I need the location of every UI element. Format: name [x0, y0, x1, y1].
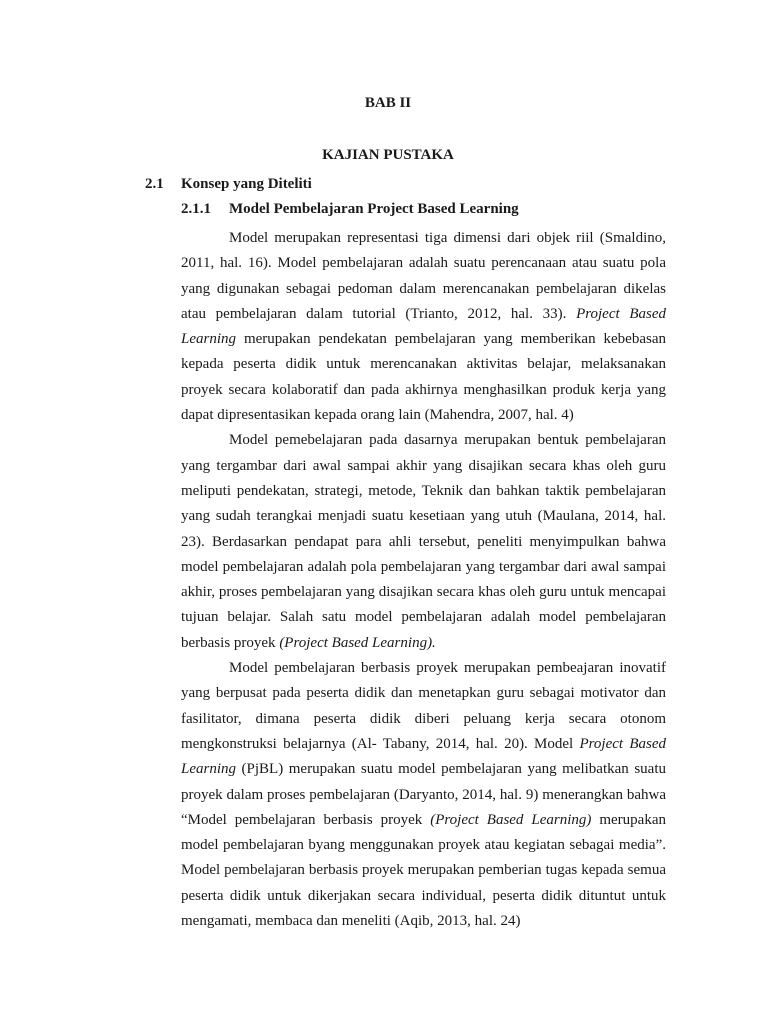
paragraph-3: Model pembelajaran berbasis proyek merupakan pembeajaran inovatif yang berpusat pada peserta didik dan menetapkan guru sebagai motivator dan fasilitator, dimana peserta didik diberi peluang kerja secara otonom mengkonstruksi belajarnya (Al- Tabany, 2014, hal. 20). Model Project Based Learning (PjBL) merupakan suatu model pembelajaran yang melibatkan suatu proyek dalam proses pembelajaran (Daryanto, 2014, hal. 9) menerangkan bahwa “Model pembelajaran berbasis proyek (Project Based Learning) merupakan model pembelajaran byang menggunakan proyek atau kegiatan sebagai media”. Model pembelajaran berbasis proyek merupakan pemberian tugas kepada semua peserta didik untuk dikerjakan secara individual, peserta didik dituntut untuk mengamati, membaca dan meneliti (Aqib, 2013, hal. 24)	[181, 660, 666, 930]
section-heading	[145, 176, 312, 193]
body-text	[181, 226, 666, 934]
chapter-title: KAJIAN PUSTAKA	[322, 147, 454, 163]
subsection-title: Model Pembelajaran Project Based Learning	[229, 201, 519, 217]
section-number: 2.1	[145, 176, 164, 192]
paragraph-2: Model pemebelajaran pada dasarnya merupakan bentuk pembelajaran yang tergambar dari awal sampai akhir yang disajikan secara khas oleh guru meliputi pendekatan, strategi, metode, Teknik dan bahkan taktik pembelajaran yang sudah terangkai menjadi suatu kesetiaan yang utuh (Maulana, 2014, hal. 23). Berdasarkan pendapat para ahli tersebut, peneliti menyimpulkan bahwa model pembelajaran adalah pola pembelajaran yang tergambar dari awal sampai akhir, proses pembelajaran yang disajikan secara khas oleh guru untuk mencapai tujuan belajar. Salah satu model pembelajaran adalah model pembelajaran berbasis proyek (Project Based Learning).	[181, 432, 666, 651]
subsection-heading	[181, 201, 519, 218]
subsection-number: 2.1.1	[181, 201, 211, 217]
chapter-number: BAB II	[364, 95, 412, 111]
paragraph-1: Model merupakan representasi tiga dimensi dari objek riil (Smaldino, 2011, hal. 16). Model pembelajaran adalah suatu perencanaan atau suatu pola yang digunakan sebagai pedoman dalam merencanakan pembelajaran dikelas atau pembelajaran dalam tutorial (Trianto, 2012, hal. 33). Project Based Learning merupakan pendekatan pembelajaran yang memberikan kebebasan kepada peserta didik untuk merencanakan aktivitas belajar, melaksanakan proyek secara kolaboratif dan pada akhirnya menghasilkan produk kerja yang dapat dipresentasikan kepada orang lain (Mahendra, 2007, hal. 4)	[181, 230, 666, 424]
section-title: Konsep yang Diteliti	[181, 176, 312, 192]
